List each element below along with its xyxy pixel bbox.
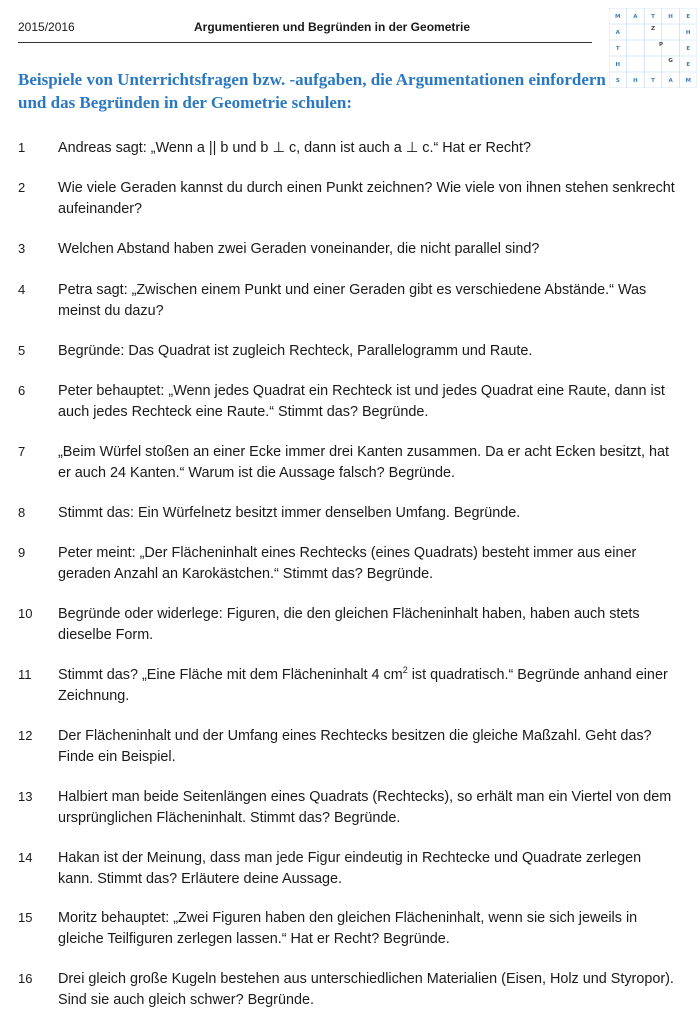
item-number: 14 (18, 850, 33, 865)
logo-letter: M (615, 14, 621, 20)
item-number: 12 (18, 728, 33, 743)
logo-letter: M (685, 78, 691, 84)
logo-letter: T (651, 78, 655, 84)
logo-letter: E (686, 46, 691, 52)
item-number: 6 (18, 383, 26, 398)
logo-letter: A (615, 30, 620, 36)
item-number: 1 (18, 140, 26, 155)
item-text: Begründe: Das Quadrat ist zugleich Rechteck, Parallelogramm und Raute. (58, 343, 533, 359)
item-text: Hakan ist der Meinung, dass man jede Figur eindeutig in Rechtecke und Quadrate zerlegen kann. Stimmt das? Erläutere deine Aussage. (58, 850, 642, 887)
item-number: 9 (18, 545, 26, 560)
item-text: Drei gleich große Kugeln bestehen aus unterschiedlichen Materialien (Eisen, Holz und Styropor). Sind sie auch gleich schwer? Begründe. (58, 971, 674, 1008)
item-number: 10 (18, 606, 33, 621)
item-text: Moritz behauptet: „Zwei Figuren haben den gleichen Flächeninhalt, wenn sie sich jeweils in gleiche Teilfiguren zerlegen lassen.“ Hat er Recht? Begründe. (58, 910, 638, 947)
mathe-zum-staunen-logo-icon (609, 8, 697, 88)
logo-letter: H (685, 30, 691, 36)
logo-letter: E (686, 14, 691, 20)
item-number: 3 (18, 241, 26, 256)
item-number: 7 (18, 444, 26, 459)
document-title: Argumentieren und Begründen in der Geometrie (194, 20, 471, 34)
logo-letter: P (658, 42, 664, 48)
section-heading: Beispiele von Unterrichtsfragen bzw. -aufgaben, die Argumentationen einfordern und das Begründen in der Geometrie schulen: (18, 70, 606, 112)
logo-letter: H (668, 14, 673, 20)
logo-letter: E (686, 62, 691, 68)
logo-letter: H (633, 78, 638, 84)
school-year: 2015/2016 (18, 20, 75, 34)
item-number: 16 (18, 971, 33, 986)
logo-letter: G (668, 58, 673, 64)
item-text: Wie viele Geraden kannst du durch einen Punkt zeichnen? Wie viele von ihnen stehen senkrecht aufeinander? (58, 180, 675, 217)
item-text: Begründe oder widerlege: Figuren, die den gleichen Flächeninhalt haben, haben auch stets dieselbe Form. (58, 606, 640, 643)
item-text: Petra sagt: „Zwischen einem Punkt und einer Geraden gibt es verschiedene Abstände.“ Was meinst du dazu? (58, 282, 647, 319)
page-header (18, 20, 592, 43)
item-text: Peter behauptet: „Wenn jedes Quadrat ein Rechteck ist und jedes Quadrat eine Raute, dann ist auch jedes Rechteck eine Raute.“ Stimmt das? Begründe. (58, 383, 665, 420)
logo-letter: S (615, 78, 620, 84)
item-text: Peter meint: „Der Flächeninhalt eines Rechtecks (eines Quadrats) besteht immer aus einer geraden Anzahl an Karokästchen.“ Stimmt das? Begründe. (58, 545, 637, 582)
item-text: Welchen Abstand haben zwei Geraden voneinander, die nicht parallel sind? (58, 241, 540, 257)
logo-letter: T (651, 14, 655, 20)
item-number: 8 (18, 505, 26, 520)
item-number: 4 (18, 282, 26, 297)
logo-letter: H (615, 62, 621, 68)
item-number: 11 (18, 667, 32, 682)
item-number: 2 (18, 180, 26, 195)
logo-letter: Z (651, 26, 655, 32)
item-text: Der Flächeninhalt und der Umfang eines Rechtecks besitzen die gleiche Maßzahl. Geht das? Finde ein Beispiel. (58, 728, 652, 765)
item-text: Halbiert man beide Seitenlängen eines Quadrats (Rechtecks), so erhält man ein Viertel von dem ursprünglichen Flächeninhalt. Stimmt das? Begründe. (58, 789, 672, 826)
logo-letter: A (633, 14, 638, 20)
item-text: Andreas sagt: „Wenn a || b und b ⊥ c, dann ist auch a ⊥ c.“ Hat er Recht? (58, 140, 532, 156)
logo-letter: A (668, 78, 673, 84)
logo-letter: T (615, 46, 620, 52)
item-number: 5 (18, 343, 26, 358)
item-number: 13 (18, 789, 33, 804)
item-text: Stimmt das? „Eine Fläche mit dem Flächeninhalt 4 $cm^2$ ist quadratisch.“ Begründe anhand einer Zeichnung. (58, 665, 668, 704)
item-text: Stimmt das: Ein Würfelnetz besitzt immer denselben Umfang. Begründe. (58, 505, 521, 521)
item-text: „Beim Würfel stoßen an einer Ecke immer drei Kanten zusammen. Da er acht Ecken besitzt, hat er auch 24 Kanten.“ Warum ist die Aussage falsch? Begründe. (58, 444, 670, 481)
item-number: 15 (18, 910, 33, 925)
